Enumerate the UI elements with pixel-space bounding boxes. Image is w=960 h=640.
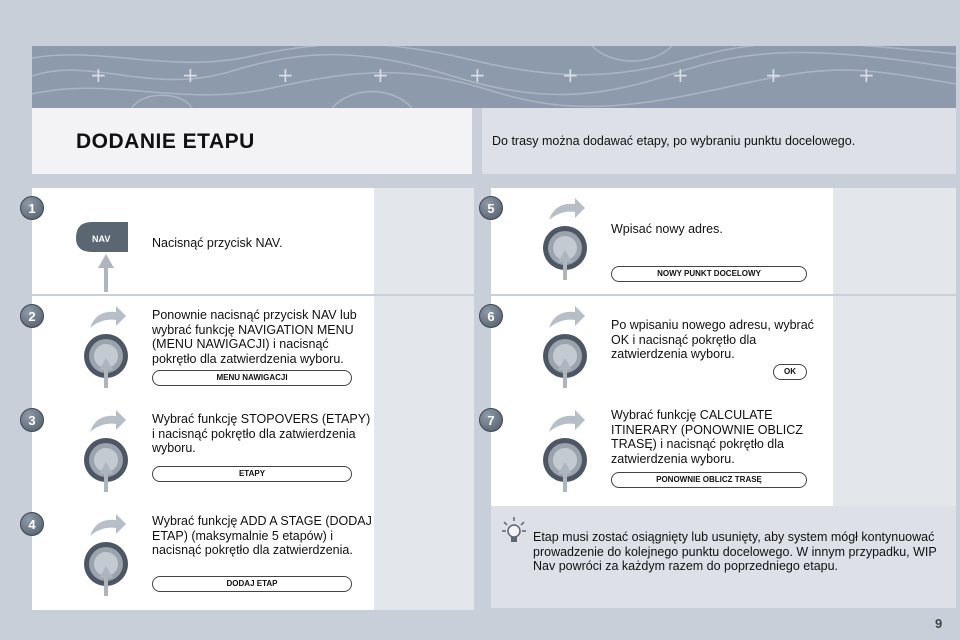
step-text: Wybrać funkcję ADD A STAGE (DODAJ ETAP) (maksymalnie 5 etapów) i nacisnąć pokrętło dla zatwierdzenia.: [152, 514, 372, 557]
header-banner: [32, 46, 956, 108]
rotate-arrow-icon: [88, 512, 128, 538]
knob-icon: [82, 332, 130, 388]
ok-pill: OK: [773, 364, 807, 380]
step-5: [487, 188, 956, 294]
knob-icon: [541, 436, 589, 492]
step-text: Wybrać funkcję CALCULATE ITINERARY (PONOWNIE OBLICZ TRASĘ) i nacisnąć pokrętło dla zatwierdzenia wyboru.: [611, 408, 803, 466]
step-number: 3: [20, 408, 44, 432]
step-7: [487, 400, 956, 506]
radio-panel-image: [374, 188, 474, 294]
tip-text: Etap musi zostać osiągnięty lub usunięty, aby system mógł kontynuować prowadzenie do kolejnego punktu docelowego. W innym przypadku, WIP Nav powróci za każdym razem do poprzedniego etapu.: [533, 530, 937, 573]
step-4: [28, 504, 474, 610]
radio-panel-image: [374, 400, 474, 506]
topographic-pattern: [32, 46, 956, 108]
menu-pill: DODAJ ETAP: [152, 576, 352, 592]
page-title: DODANIE ETAPU: [76, 130, 255, 153]
radio-panel-image: [833, 296, 956, 402]
radio-panel-image: [374, 504, 474, 610]
menu-pill: PONOWNIE OBLICZ TRASĘ: [611, 472, 807, 488]
page-number: 9: [935, 616, 943, 631]
svg-text:+: +: [672, 63, 689, 87]
radio-panel-image: [833, 188, 956, 294]
step-number: 2: [20, 304, 44, 328]
step-number: 4: [20, 512, 44, 536]
lightbulb-icon: [501, 516, 527, 546]
menu-pill: MENU NAWIGACJI: [152, 370, 352, 386]
step-number: 7: [479, 408, 503, 432]
svg-text:NAV: NAV: [92, 234, 111, 244]
step-text: Ponownie nacisnąć przycisk NAV lub wybrać funkcję NAVIGATION MENU (MENU NAWIGACJI) i nacisnąć pokrętło dla zatwierdzenia wyboru.: [152, 308, 357, 366]
intro-box: [482, 108, 956, 174]
rotate-arrow-icon: [88, 408, 128, 434]
svg-text:+: +: [562, 63, 579, 87]
step-1: [28, 188, 474, 294]
step-2: [28, 296, 474, 402]
menu-pill: ETAPY: [152, 466, 352, 482]
step-6: [487, 296, 956, 402]
knob-icon: [82, 436, 130, 492]
rotate-arrow-icon: [547, 304, 587, 330]
rotate-arrow-icon: [547, 196, 587, 222]
tip-box: [491, 506, 956, 608]
svg-text:+: +: [372, 63, 389, 87]
step-text: Po wpisaniu nowego adresu, wybrać OK i nacisnąć pokrętło dla zatwierdzenia wyboru.: [611, 318, 814, 361]
title-box: [32, 108, 472, 174]
step-3: [28, 400, 474, 506]
svg-text:+: +: [182, 63, 199, 87]
rotate-arrow-icon: [547, 408, 587, 434]
svg-text:+: +: [469, 63, 486, 87]
nav-button-icon: [70, 208, 130, 292]
step-text: Wpisać nowy adres.: [611, 222, 723, 236]
radio-panel-image: [833, 400, 956, 506]
knob-icon: [541, 224, 589, 280]
svg-text:+: +: [765, 63, 782, 87]
radio-panel-image: [374, 296, 474, 402]
intro-text: Do trasy można dodawać etapy, po wybraniu punktu docelowego.: [492, 134, 856, 148]
menu-pill: NOWY PUNKT DOCELOWY: [611, 266, 807, 282]
step-number: 5: [479, 196, 503, 220]
step-number: 1: [20, 196, 44, 220]
knob-icon: [82, 540, 130, 596]
svg-text:+: +: [858, 63, 875, 87]
step-text: Nacisnąć przycisk NAV.: [152, 236, 283, 250]
knob-icon: [541, 332, 589, 388]
svg-text:+: +: [90, 63, 107, 87]
step-text: Wybrać funkcję STOPOVERS (ETAPY) i nacisnąć pokrętło dla zatwierdzenia wyboru.: [152, 412, 371, 455]
svg-text:+: +: [277, 63, 294, 87]
step-number: 6: [479, 304, 503, 328]
rotate-arrow-icon: [88, 304, 128, 330]
